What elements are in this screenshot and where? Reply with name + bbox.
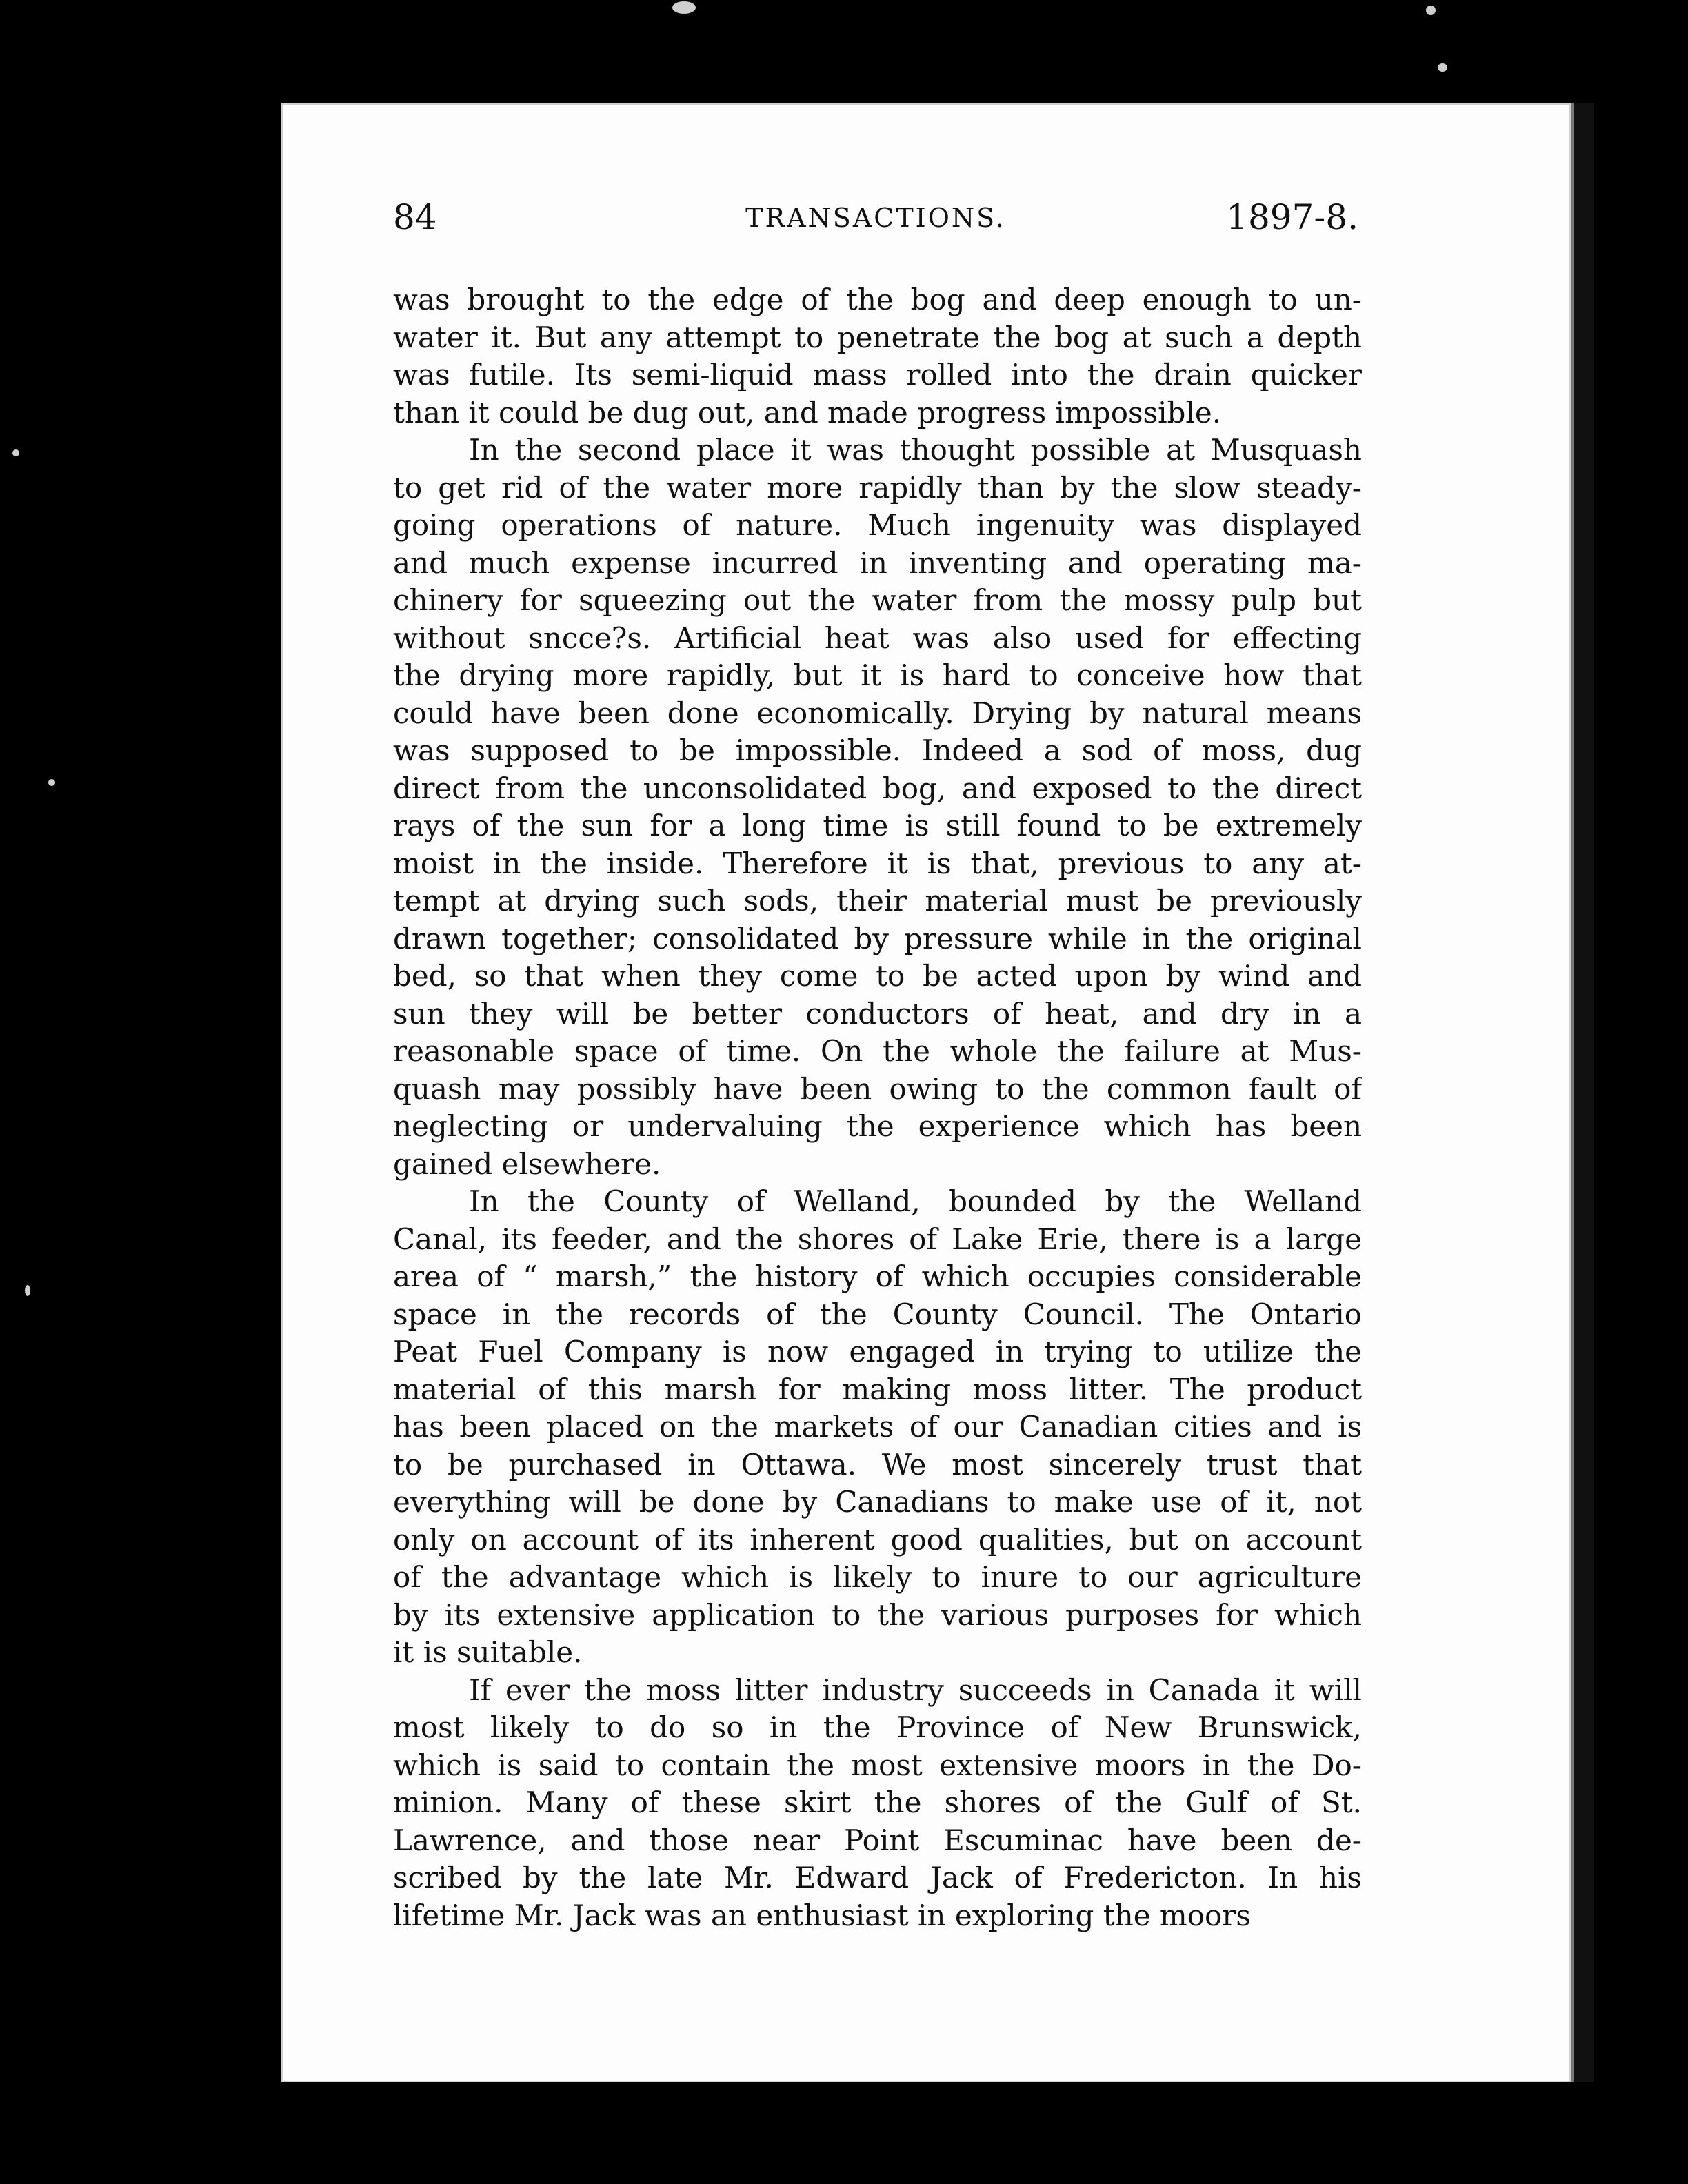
text-line: only on account of its inherent good qualities, but on account <box>393 1522 1362 1557</box>
scan-speck <box>48 779 55 786</box>
text-line: most likely to do so in the Province of New Brunswick, <box>393 1710 1362 1744</box>
text-line: Canal, its feeder, and the shores of Lake Erie, there is a large <box>393 1222 1362 1256</box>
text-line: the drying more rapidly, but it is hard to conceive how that <box>393 658 1362 692</box>
text-line: In the second place it was thought possible at Musquash <box>469 433 1362 467</box>
text-line: it is suitable. <box>393 1635 583 1669</box>
text-line: lifetime Mr. Jack was an enthusiast in exploring the moors <box>393 1898 1251 1932</box>
text-line: neglecting or undervaluing the experience which has been <box>393 1109 1362 1143</box>
text-line: material of this marsh for making moss litter. The product <box>393 1372 1362 1406</box>
text-line: has been placed on the markets of our Canadian cities and is <box>393 1410 1362 1444</box>
text-line: gained elsewhere. <box>393 1146 661 1181</box>
text-line: minion. Many of these skirt the shores of the Gulf of St. <box>393 1786 1362 1819</box>
scan-speck <box>672 1 696 14</box>
volume-year: 1897-8. <box>1226 197 1358 237</box>
text-line: of the advantage which is likely to inure to our agriculture <box>393 1560 1362 1594</box>
text-line: without sncce?s. Artificial heat was also used for effecting <box>393 620 1362 655</box>
text-line: reasonable space of time. On the whole the failure at Mus- <box>393 1034 1362 1068</box>
text-line: moist in the inside. Therefore it is that, previous to any at- <box>393 846 1362 880</box>
scan-speck <box>1426 6 1436 15</box>
running-title: TRANSACTIONS. <box>745 203 1006 233</box>
text-line: to be purchased in Ottawa. We most sincerely trust that <box>393 1447 1362 1482</box>
text-line: to get rid of the water more rapidly than by the slow steady- <box>393 470 1362 505</box>
text-line: and much expense incurred in inventing and operating ma- <box>393 545 1362 580</box>
paragraph <box>393 1183 1362 1672</box>
page-number: 84 <box>393 197 437 237</box>
text-line: everything will be done by Canadians to make use of it, not <box>393 1485 1362 1519</box>
text-line: quash may possibly have been owing to the common fault of <box>393 1071 1362 1106</box>
body-text <box>393 281 1362 1934</box>
text-line: scribed by the late Mr. Edward Jack of Fredericton. In his <box>393 1861 1362 1894</box>
text-line: water it. But any attempt to penetrate the bog at such a depth <box>393 320 1362 354</box>
text-line: was supposed to be impossible. Indeed a sod of moss, dug <box>393 734 1362 767</box>
running-head <box>393 197 1358 245</box>
text-line: tempt at drying such sods, their material must be previously <box>393 884 1362 918</box>
text-line: space in the records of the County Council. The Ontario <box>393 1297 1362 1331</box>
text-line: could have been done economically. Drying by natural means <box>393 696 1362 730</box>
text-line: bed, so that when they come to be acted upon by wind and <box>393 959 1362 993</box>
paragraph <box>393 1672 1362 1935</box>
text-line: area of “ marsh,” the history of which occupies considerable <box>393 1260 1362 1293</box>
text-line: Lawrence, and those near Point Escuminac have been de- <box>393 1823 1362 1857</box>
text-line: was futile. Its semi-liquid mass rolled into the drain quicker <box>393 358 1362 392</box>
text-line: drawn together; consolidated by pressure while in the original <box>393 921 1362 956</box>
scan-speck <box>25 1285 30 1296</box>
text-line: Peat Fuel Company is now engaged in trying to utilize the <box>393 1335 1362 1368</box>
paragraph <box>393 281 1362 432</box>
text-line: going operations of nature. Much ingenuity was displayed <box>393 508 1362 542</box>
text-line: rays of the sun for a long time is still found to be extremely <box>393 809 1362 842</box>
text-line: than it could be dug out, and made progress impossible. <box>393 395 1222 429</box>
paragraph <box>393 432 1362 1183</box>
text-line: sun they will be better conductors of heat, and dry in a <box>393 996 1362 1031</box>
text-line: If ever the moss litter industry succeeds in Canada it will <box>469 1672 1362 1707</box>
text-line: by its extensive application to the various purposes for which <box>393 1597 1362 1632</box>
scan-speck <box>12 449 19 456</box>
scan-speck <box>1438 63 1447 72</box>
page-binding-edge <box>1571 103 1594 2082</box>
text-line: was brought to the edge of the bog and deep enough to un- <box>393 283 1362 316</box>
text-line: which is said to contain the most extensive moors in the Do- <box>393 1748 1362 1782</box>
text-line: chinery for squeezing out the water from the mossy pulp but <box>393 583 1362 617</box>
text-line: direct from the unconsolidated bog, and exposed to the direct <box>393 771 1362 805</box>
text-line: In the County of Welland, bounded by the Welland <box>469 1184 1362 1218</box>
